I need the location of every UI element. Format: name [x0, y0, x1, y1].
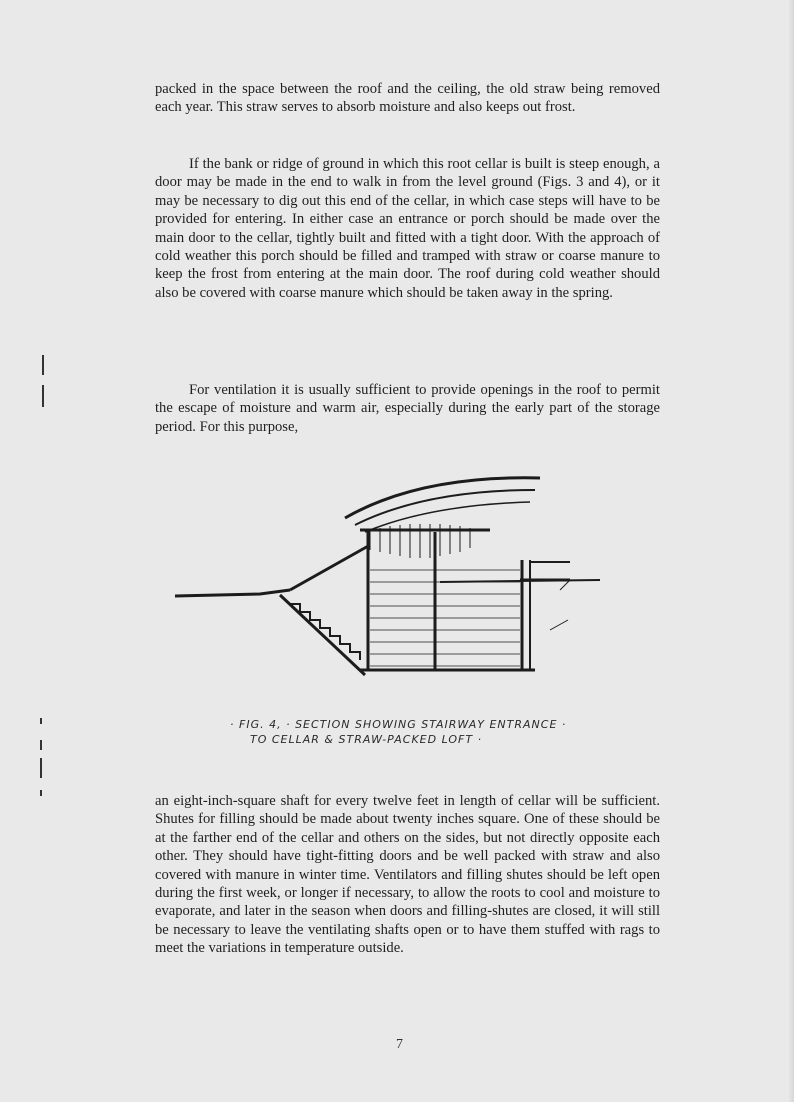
- cellar-section-drawing: [170, 470, 665, 755]
- page-edge-shadow: [788, 0, 794, 1102]
- figure-caption-line-1: · FIG. 4, · SECTION SHOWING STAIRWAY ENTRANCE ·: [230, 718, 567, 731]
- margin-mark-1: [42, 355, 44, 375]
- cellar-section-figure: [170, 470, 665, 755]
- margin-mark-6: [40, 790, 42, 796]
- paragraph-4: an eight-inch-square shaft for every twelve feet in length of cellar will be sufficient. Shutes for filling should be made about twenty inches square. One of these should be at the farther end of the cellar and others on the sides, but not directly opposite each other. They should have tight-fitting doors and be well packed with straw and also covered with manure in winter time. Ventilators and filling shutes should be left open during the first week, or longer if necessary, to allow the roots to cool and moisture to evaporate, and later in the season when doors and filling-shutes are closed, it will still be necessary to leave the ventilating shafts open or to have them stuffed with rags to meet the variations in temperature outside.: [155, 793, 660, 957]
- paragraph-1: packed in the space between the roof and the ceiling, the old straw being removed each year. This straw serves to absorb moisture and also keeps out frost.: [155, 81, 660, 116]
- figure-caption-line-2: TO CELLAR & STRAW-PACKED LOFT ·: [250, 733, 483, 746]
- margin-mark-5: [40, 758, 42, 778]
- page-number: 7: [396, 1037, 403, 1052]
- margin-mark-3: [40, 718, 42, 724]
- paragraph-2: If the bank or ridge of ground in which this root cellar is built is steep enough, a door may be made in the end to walk in from the level ground (Figs. 3 and 4), or it may be necessary to dig out this end of the cellar, in which case steps will have to be provided for entering. In either case an entrance or porch should be made over the main door to the cellar, tightly built and fitted with a tight door. With the approach of cold weather this porch should be filled and tramped with straw or coarse manure to keep the frost from entering at the main door. The roof during cold weather should also be covered with coarse manure which should be taken away in the spring.: [155, 156, 660, 301]
- margin-mark-2: [42, 385, 44, 407]
- paragraph-3: For ventilation it is usually sufficient to provide openings in the roof to permit the escape of moisture and warm air, especially during the early part of the storage period. For this purpose,: [155, 382, 660, 435]
- margin-mark-4: [40, 740, 42, 750]
